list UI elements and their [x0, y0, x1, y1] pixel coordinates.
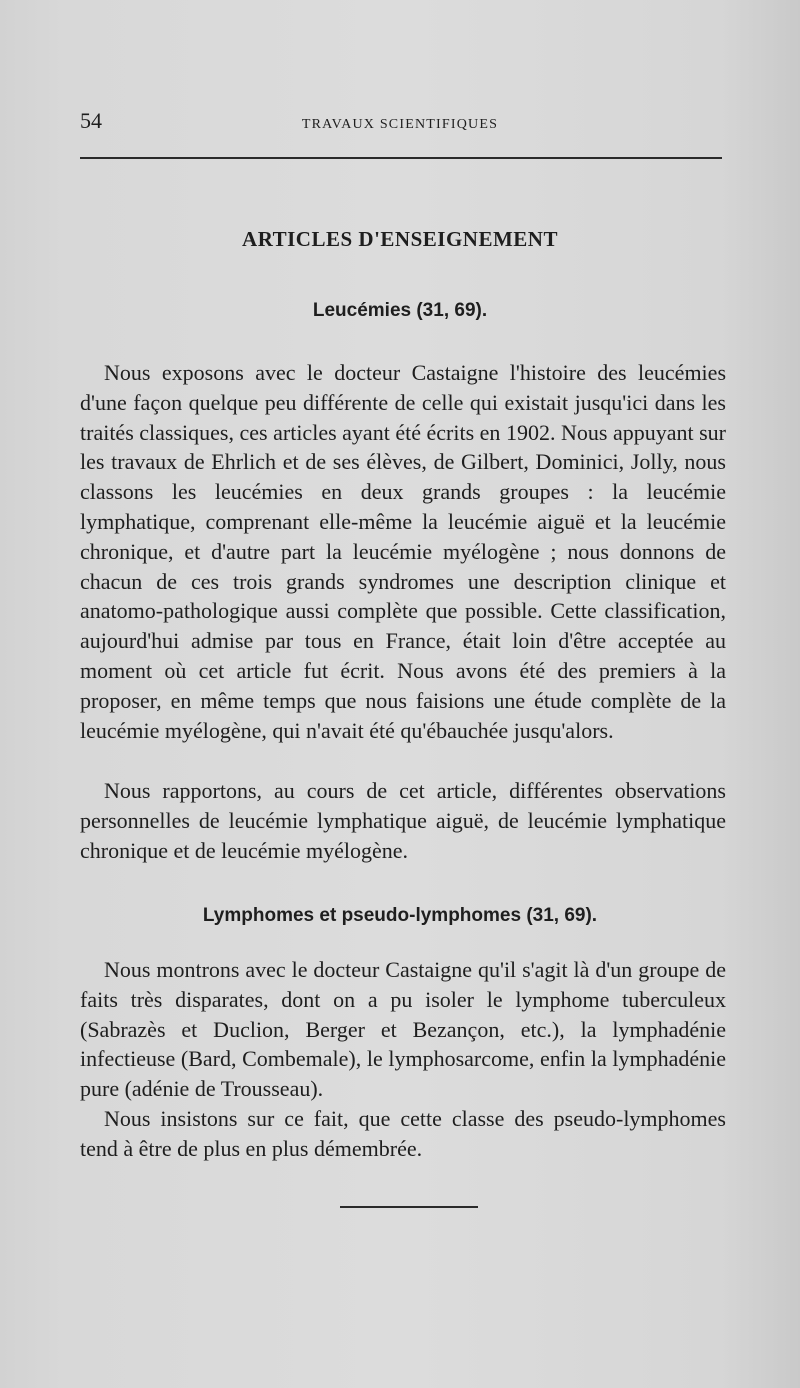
- article-heading-leucemies: Leucémies (31, 69).: [312, 300, 488, 321]
- paragraph-leucemies-2: Nous rapportons, au cours de cet article, différentes observations personnelles de leucémie lymphatique aiguë, de leucémie lymphatique chronique et de leucémie myélogène.: [80, 778, 726, 863]
- paragraph-lymphomes-1: Nous montrons avec le docteur Castaigne qu'il s'agit là d'un groupe de faits très disparates, dont on a pu isoler le lymphome tuberculeux (Sabrazès et Duclion, Berger et Bezançon, etc.), la lymphadénie infectieuse (Bard, Combemale), le lymphosarcome, enfin la lymphadénie pure (adénie de Trousseau).: [80, 957, 726, 1102]
- paragraph-leucemies-1: Nous exposons avec le docteur Castaigne l'histoire des leucémies d'une façon quelque peu différente de celle qui existait jusqu'ici dans les traités classiques, ces articles ayant été écrits en 1902. Nous appuyant sur les travaux de Ehrlich et de ses élèves, de Gilbert, Dominici, Jolly, nous classons les leucémies en deux grands groupes : la leucémie lymphatique, comprenant elle-même la leucémie aiguë et la leucémie chronique, et d'autre part la leucémie myélogène ; nous donnons de chacun de ces trois grands syndromes une description clinique et anatomo-pathologique aussi complète que possible. Cette classification, aujourd'hui admise par tous en France, était loin d'être acceptée au moment où cet article fut écrit. Nous avons été des premiers à la proposer, en même temps que nous faisions une étude complète de la leucémie myélogène, qui n'avait été qu'ébauchée jusqu'alors.: [80, 360, 726, 743]
- article-heading-lymphomes: Lymphomes et pseudo-lymphomes (31, 69).: [202, 905, 598, 926]
- closing-rule: [340, 1206, 478, 1208]
- running-title: TRAVAUX SCIENTIFIQUES: [301, 117, 499, 132]
- page-number: 54: [80, 108, 102, 133]
- section-title: ARTICLES D'ENSEIGNEMENT: [242, 227, 558, 251]
- paragraph-lymphomes-2: Nous insistons sur ce fait, que cette classe des pseudo-lymphomes tend à être de plus en plus démembrée.: [80, 1106, 726, 1161]
- header-rule: [80, 157, 722, 159]
